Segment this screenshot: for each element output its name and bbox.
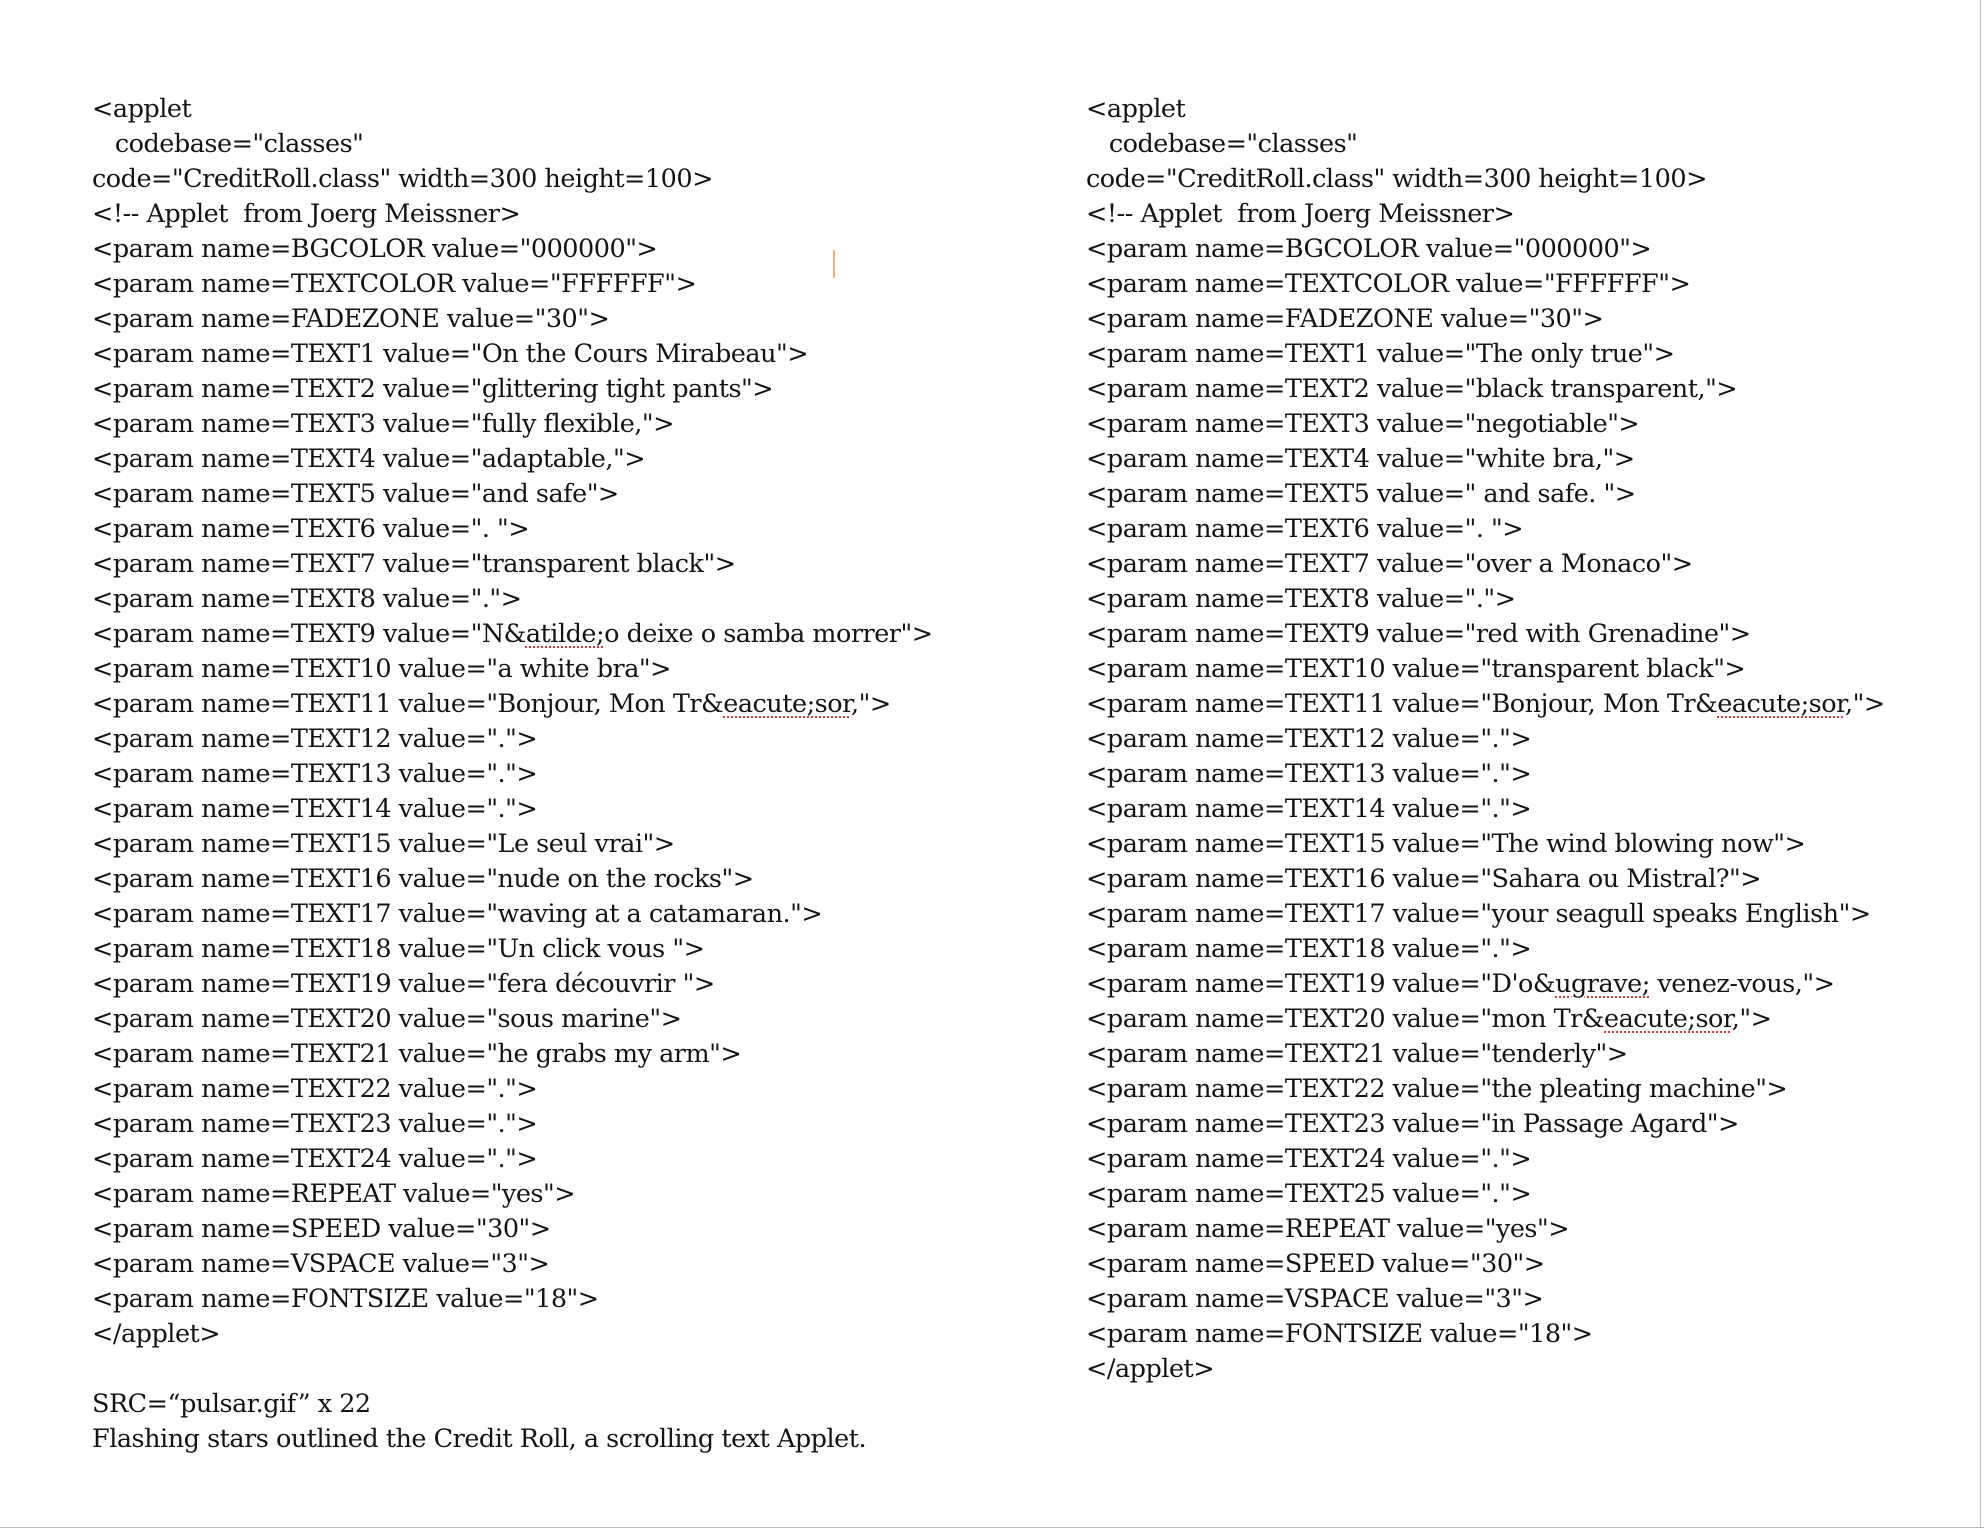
right-line: <param name=TEXT25 value="."> [1086, 1179, 1532, 1209]
right-line: <param name=BGCOLOR value="000000"> [1086, 234, 1652, 264]
spellcheck-flagged-word[interactable]: eacute;sor [723, 689, 851, 719]
left-line: <!-- Applet from Joerg Meissner> [92, 199, 521, 229]
left-line: <param name=TEXT16 value="nude on the rocks"> [92, 864, 754, 894]
left-line: <param name=TEXT6 value=". "> [92, 514, 530, 544]
right-line: <param name=TEXTCOLOR value="FFFFFF"> [1086, 269, 1691, 299]
right-line: <param name=TEXT2 value="black transparent,"> [1086, 374, 1738, 404]
page-right-edge [1980, 0, 1981, 1528]
right-line: <param name=TEXT24 value="."> [1086, 1144, 1532, 1174]
right-line: <param name=TEXT13 value="."> [1086, 759, 1532, 789]
left-line: <param name=TEXT8 value="."> [92, 584, 522, 614]
right-line: <param name=TEXT3 value="negotiable"> [1086, 409, 1640, 439]
left-line: codebase="classes" [92, 129, 364, 159]
right-line: <param name=TEXT7 value="over a Monaco"> [1086, 549, 1693, 579]
left-line: <param name=TEXT21 value="he grabs my arm"> [92, 1039, 742, 1069]
right-line: <param name=FADEZONE value="30"> [1086, 304, 1604, 334]
left-line: <param name=BGCOLOR value="000000"> [92, 234, 658, 264]
left-line: <param name=TEXT20 value="sous marine"> [92, 1004, 682, 1034]
left-line: <param name=TEXT1 value="On the Cours Mirabeau"> [92, 339, 809, 369]
left-line: <param name=TEXT23 value="."> [92, 1109, 538, 1139]
left-line: <param name=TEXT7 value="transparent black"> [92, 549, 736, 579]
right-line: <param name=TEXT22 value="the pleating machine"> [1086, 1074, 1788, 1104]
right-line: <param name=TEXT1 value="The only true"> [1086, 339, 1675, 369]
spellcheck-flagged-word[interactable]: atilde; [525, 619, 605, 649]
right-line: <param name=TEXT14 value="."> [1086, 794, 1532, 824]
right-code-lines [1086, 92, 1966, 1387]
right-line: <param name=TEXT12 value="."> [1086, 724, 1532, 754]
page-bottom-edge [0, 1527, 1984, 1528]
right-line: code="CreditRoll.class" width=300 height=100> [1086, 164, 1707, 194]
left-line: <param name=TEXT12 value="."> [92, 724, 538, 754]
right-line: </applet> [1086, 1354, 1215, 1384]
right-line: <param name=TEXT19 value="D'o&ugrave; venez-vous,"> [1086, 969, 1835, 999]
right-line: <param name=FONTSIZE value="18"> [1086, 1319, 1593, 1349]
right-line: <param name=TEXT11 value="Bonjour, Mon Tr&eacute;sor,"> [1086, 689, 1885, 719]
right-line: <param name=REPEAT value="yes"> [1086, 1214, 1570, 1244]
spellcheck-flagged-word[interactable]: eacute;sor [1717, 689, 1845, 719]
left-line: <param name=TEXT22 value="."> [92, 1074, 538, 1104]
left-line: <applet [92, 94, 192, 124]
caption-line: Flashing stars outlined the Credit Roll, a scrolling text Applet. [92, 1424, 867, 1454]
right-line: <param name=TEXT16 value="Sahara ou Mistral?"> [1086, 864, 1762, 894]
right-line: <param name=TEXT18 value="."> [1086, 934, 1532, 964]
left-line: <param name=VSPACE value="3"> [92, 1249, 550, 1279]
right-line: <param name=TEXT15 value="The wind blowing now"> [1086, 829, 1806, 859]
right-line: <param name=TEXT6 value=". "> [1086, 514, 1524, 544]
left-line: <param name=TEXT2 value="glittering tight pants"> [92, 374, 774, 404]
left-line: <param name=TEXT3 value="fully flexible,"> [92, 409, 674, 439]
left-line: code="CreditRoll.class" width=300 height=100> [92, 164, 713, 194]
left-line: <param name=FONTSIZE value="18"> [92, 1284, 599, 1314]
right-line: <param name=SPEED value="30"> [1086, 1249, 1545, 1279]
right-line: <param name=TEXT17 value="your seagull speaks English"> [1086, 899, 1871, 929]
left-line: <param name=TEXT15 value="Le seul vrai"> [92, 829, 675, 859]
left-line: <param name=TEXT13 value="."> [92, 759, 538, 789]
left-line: <param name=TEXTCOLOR value="FFFFFF"> [92, 269, 697, 299]
right-line: <!-- Applet from Joerg Meissner> [1086, 199, 1515, 229]
left-line: <param name=SPEED value="30"> [92, 1214, 551, 1244]
right-line: <param name=TEXT10 value="transparent black"> [1086, 654, 1746, 684]
right-line: <applet [1086, 94, 1186, 124]
spellcheck-flagged-word[interactable]: eacute;sor [1604, 1004, 1732, 1034]
spellcheck-flagged-word[interactable]: ugrave; [1555, 969, 1650, 999]
left-code-lines [92, 92, 992, 1352]
spacer [92, 1352, 992, 1387]
right-line: <param name=TEXT4 value="white bra,"> [1086, 444, 1635, 474]
left-line: <param name=TEXT17 value="waving at a catamaran."> [92, 899, 823, 929]
src-line: SRC=“pulsar.gif” x 22 [92, 1389, 371, 1419]
left-line: <param name=TEXT4 value="adaptable,"> [92, 444, 646, 474]
right-code-column[interactable] [1086, 92, 1966, 1387]
right-line: <param name=TEXT9 value="red with Grenadine"> [1086, 619, 1751, 649]
left-line: <param name=TEXT24 value="."> [92, 1144, 538, 1174]
left-line: <param name=TEXT18 value="Un click vous "> [92, 934, 705, 964]
left-line: <param name=TEXT14 value="."> [92, 794, 538, 824]
right-line: <param name=TEXT23 value="in Passage Agard"> [1086, 1109, 1739, 1139]
right-line: <param name=VSPACE value="3"> [1086, 1284, 1544, 1314]
right-line: <param name=TEXT8 value="."> [1086, 584, 1516, 614]
right-line: <param name=TEXT20 value="mon Tr&eacute;sor,"> [1086, 1004, 1772, 1034]
left-line: <param name=TEXT10 value="a white bra"> [92, 654, 672, 684]
right-line: codebase="classes" [1086, 129, 1358, 159]
left-line: <param name=TEXT9 value="N&atilde;o deixe o samba morrer"> [92, 619, 933, 649]
right-line: <param name=TEXT5 value=" and safe. "> [1086, 479, 1636, 509]
left-code-column[interactable] [92, 92, 992, 1457]
left-line: <param name=TEXT19 value="fera découvrir "> [92, 969, 715, 999]
left-line: <param name=REPEAT value="yes"> [92, 1179, 576, 1209]
left-line: <param name=TEXT5 value="and safe"> [92, 479, 619, 509]
left-line: <param name=TEXT11 value="Bonjour, Mon Tr&eacute;sor,"> [92, 689, 891, 719]
right-line: <param name=TEXT21 value="tenderly"> [1086, 1039, 1628, 1069]
left-line: <param name=FADEZONE value="30"> [92, 304, 610, 334]
left-line: </applet> [92, 1319, 221, 1349]
